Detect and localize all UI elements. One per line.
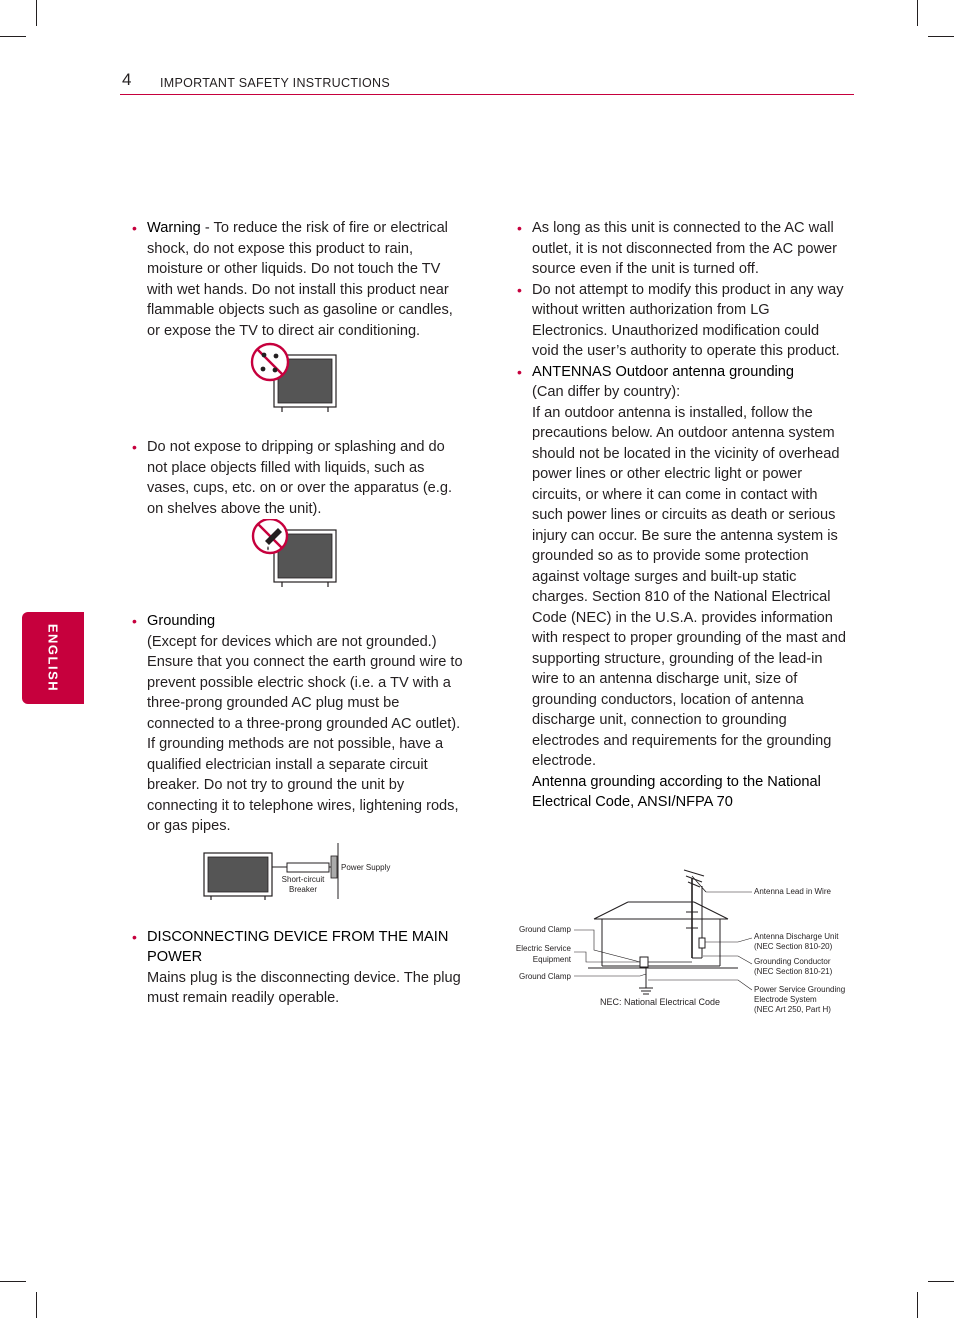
modify-item [517, 280, 847, 362]
grounding-item [132, 611, 467, 837]
ac-outlet-text: As long as this unit is connected to the AC wall outlet, it is not disconnected from the AC power source even if the unit is turned off. [532, 220, 838, 277]
warning-label: Warning [147, 220, 201, 236]
label-lead-in: Antenna Lead in Wire [754, 887, 831, 896]
bullet-icon: • [517, 220, 522, 236]
breaker-label-1: Short-circuit [281, 874, 325, 884]
bullet-icon: • [132, 439, 137, 455]
antennas-item [517, 362, 847, 813]
crop-mark [928, 36, 954, 37]
language-tab-label: ENGLISH [45, 623, 61, 693]
antennas-label: ANTENNAS Outdoor antenna grounding [532, 363, 795, 380]
disconnect-item [132, 927, 467, 1009]
label-conductor-2: (NEC Section 810-21) [754, 967, 833, 976]
antenna-grounding-diagram [506, 862, 858, 1022]
label-ground-clamp-bottom: Ground Clamp [518, 972, 571, 981]
bullet-icon: • [517, 281, 522, 298]
dripping-item [132, 437, 467, 519]
label-electric-service-1: Electric Service [515, 944, 571, 953]
label-electrode-3: (NEC Art 250, Part H) [754, 1005, 831, 1014]
no-water-tv-illustration [147, 341, 467, 437]
breaker-label-2: Breaker [288, 884, 318, 894]
no-vase-tv-illustration [147, 519, 467, 611]
warning-text: - To reduce the risk of fire or electrical shock, do not expose this product to rain, moisture or other liquids. Do not touch the TV with wet hands. Do not install this product near flammable objects such as gasoline or candles, or expose the TV to direct air conditioning. [147, 220, 453, 339]
label-electric-service-2: Equipment [532, 955, 571, 964]
left-column [132, 218, 467, 1009]
crop-mark [0, 36, 26, 37]
warning-item [132, 218, 467, 341]
antennas-text-1: (Can differ by country): [532, 384, 681, 400]
modify-text: Do not attempt to modify this product in any way without written authorization from LG Electronics. Unauthorized modification could void the user’s authority to operate this product. [532, 281, 844, 359]
power-supply-label: Power Supply [341, 862, 391, 872]
grounding-label: Grounding [147, 613, 216, 629]
antennas-text-2: If an outdoor antenna is installed, follow the precautions below. An outdoor antenna system should not be located in the vicinity of overhead power lines or other electric light or power circuits, or where it can come in contact with such power lines or circuits as death or serious injury can occur. Be sure the antenna system is grounded so as to provide some protection against voltage surges and built-up static charges. Section 810 of the National Electrical Code (NEC) in the U.S.A. provides information with respect to proper grounding of the mast and supporting structure, grounding of the lead-in wire to an antenna discharge unit, size of grounding conductors, location of antenna discharge unit, connection to grounding electrodes and requirements for the grounding electrode. [532, 404, 846, 769]
disconnect-label: DISCONNECTING DEVICE FROM THE MAIN POWER [147, 928, 449, 965]
label-discharge-1: Antenna Discharge Unit [754, 932, 839, 941]
bullet-icon: • [517, 363, 522, 380]
page-number: 4 [122, 70, 132, 89]
crop-mark [917, 0, 918, 26]
antennas-subheading: Antenna grounding according to the National Electrical Code, ANSI/NFPA 70 [532, 773, 821, 810]
label-conductor-1: Grounding Conductor [754, 957, 831, 966]
label-ground-clamp-top: Ground Clamp [518, 925, 571, 934]
no-vase-figure [147, 519, 467, 611]
circuit-breaker-illustration [147, 837, 467, 927]
ac-outlet-item [517, 218, 847, 280]
label-electrode-1: Power Service Grounding [754, 985, 846, 994]
page-header [120, 72, 854, 95]
label-electrode-2: Electrode System [754, 995, 817, 1004]
header-title: IMPORTANT SAFETY INSTRUCTIONS [160, 76, 391, 90]
language-tab [22, 612, 84, 704]
right-column [517, 218, 847, 813]
label-discharge-2: (NEC Section 810-20) [754, 942, 833, 951]
dripping-text: Do not expose to dripping or splashing and do not place objects filled with liquids, such as vases, cups, etc. on or over the apparatus (e.g. on shelves above the unit). [147, 439, 453, 517]
crop-mark [917, 1292, 918, 1318]
no-water-figure [147, 341, 467, 437]
crop-mark [36, 0, 37, 26]
bullet-icon: • [132, 613, 137, 629]
grounding-text: (Except for devices which are not grounded.) Ensure that you connect the earth ground wire to prevent possible electric shock (i.e. a TV with a three-prong grounded AC plug must be connected to a three-prong grounded AC outlet). If grounding methods are not possible, have a qualified electrician install a separate circuit breaker. Do not try to ground the unit by connecting it to telephone wires, lightening rods, or gas pipes. [147, 633, 463, 834]
disconnect-text: Mains plug is the disconnecting device. The plug must remain readily operable. [147, 969, 461, 1006]
crop-mark [928, 1281, 954, 1282]
crop-mark [36, 1292, 37, 1318]
crop-mark [0, 1281, 26, 1282]
bullet-icon: • [132, 220, 137, 236]
label-nec: NEC: National Electrical Code [600, 997, 721, 1007]
circuit-breaker-figure [147, 837, 467, 927]
bullet-icon: • [132, 928, 137, 945]
